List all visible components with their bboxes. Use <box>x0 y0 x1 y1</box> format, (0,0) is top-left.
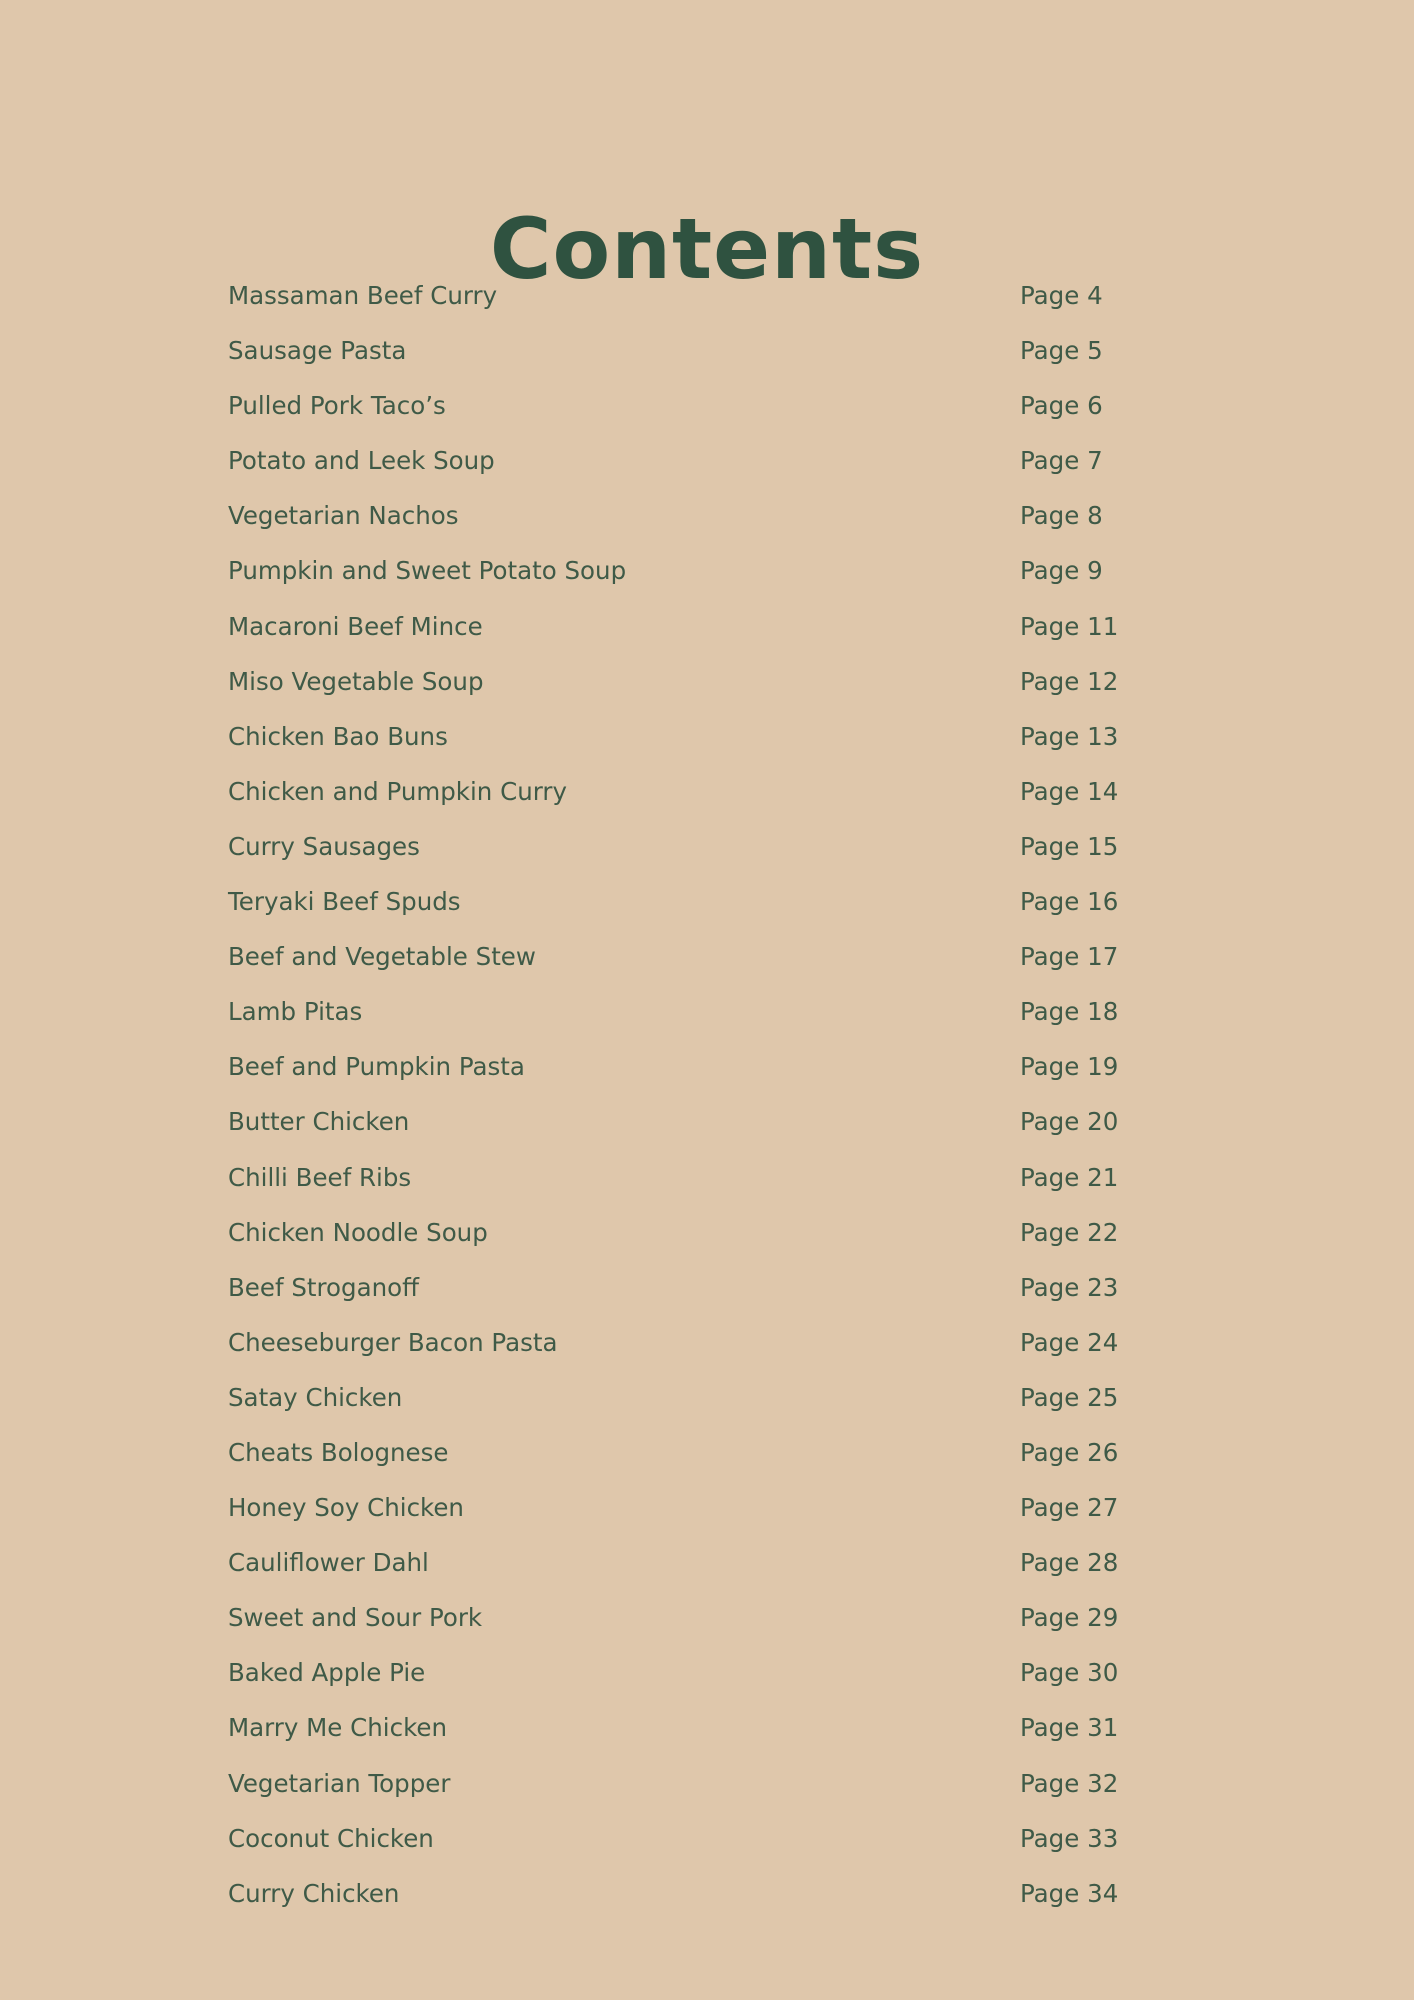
recipe-name: Cheats Bolognese <box>228 1437 449 1467</box>
recipe-name: Cheeseburger Bacon Pasta <box>228 1327 558 1357</box>
page-number: Page 7 <box>1020 446 1103 476</box>
page-number: Page 19 <box>1020 1052 1119 1082</box>
toc-entry <box>228 1486 1128 1541</box>
page-number: Page 5 <box>1020 336 1103 366</box>
recipe-name: Honey Soy Chicken <box>228 1493 464 1523</box>
page-number: Page 27 <box>1020 1493 1119 1523</box>
toc-entry <box>228 384 1128 439</box>
page-title: Contents <box>489 200 925 299</box>
toc-entry <box>228 1321 1128 1376</box>
toc-entry <box>228 1211 1128 1266</box>
toc-entry <box>228 1596 1128 1651</box>
toc-entry <box>228 1541 1128 1596</box>
toc-entry <box>228 1266 1128 1321</box>
recipe-name: Potato and Leek Soup <box>228 446 495 476</box>
page-number: Page 17 <box>1020 942 1119 972</box>
toc-entry <box>228 935 1128 990</box>
recipe-name: Cauliflower Dahl <box>228 1548 429 1578</box>
toc-entry <box>228 1156 1128 1211</box>
page-number: Page 14 <box>1020 776 1119 806</box>
page-number: Page 29 <box>1020 1603 1119 1633</box>
page-number: Page 18 <box>1020 997 1119 1027</box>
toc-entry <box>228 880 1128 935</box>
page-number: Page 15 <box>1020 831 1119 861</box>
toc-entry <box>228 439 1128 494</box>
page-number: Page 22 <box>1020 1217 1119 1247</box>
page-number: Page 4 <box>1020 281 1103 310</box>
recipe-name: Beef Stroganoff <box>228 1272 420 1302</box>
recipe-name: Chicken Noodle Soup <box>228 1217 488 1247</box>
toc-entry <box>228 660 1128 715</box>
recipe-name: Vegetarian Nachos <box>228 501 459 531</box>
recipe-name: Butter Chicken <box>228 1107 410 1137</box>
page-number: Page 24 <box>1020 1327 1119 1357</box>
recipe-name: Sweet and Sour Pork <box>228 1603 483 1633</box>
page-number: Page 9 <box>1020 556 1103 586</box>
page-number: Page 12 <box>1020 666 1119 696</box>
recipe-name: Pumpkin and Sweet Potato Soup <box>228 556 627 586</box>
toc-entry <box>228 1706 1128 1761</box>
recipe-name: Chilli Beef Ribs <box>228 1162 412 1192</box>
recipe-name: Satay Chicken <box>228 1382 403 1412</box>
recipe-name: Beef and Pumpkin Pasta <box>228 1052 525 1082</box>
page-number: Page 30 <box>1020 1658 1119 1688</box>
page-number: Page 6 <box>1020 391 1103 421</box>
toc-entry <box>228 274 1128 329</box>
page-number: Page 23 <box>1020 1272 1119 1302</box>
page-number: Page 31 <box>1020 1713 1119 1743</box>
recipe-name: Coconut Chicken <box>228 1823 434 1853</box>
recipe-name: Macaroni Beef Mince <box>228 611 483 641</box>
toc-entry <box>228 605 1128 660</box>
table-of-contents <box>228 274 1128 1927</box>
toc-entry <box>228 990 1128 1045</box>
recipe-name: Marry Me Chicken <box>228 1713 447 1743</box>
page-number: Page 32 <box>1020 1768 1119 1798</box>
page-number: Page 11 <box>1020 611 1119 641</box>
page-number: Page 13 <box>1020 721 1119 751</box>
page-number: Page 20 <box>1020 1107 1119 1137</box>
toc-entry <box>228 549 1128 604</box>
toc-entry <box>228 1651 1128 1706</box>
toc-entry <box>228 1872 1128 1927</box>
recipe-name: Chicken and Pumpkin Curry <box>228 776 567 806</box>
page-number: Page 8 <box>1020 501 1103 531</box>
recipe-name: Teryaki Beef Spuds <box>228 887 461 917</box>
page-number: Page 33 <box>1020 1823 1119 1853</box>
recipe-name: Curry Chicken <box>228 1878 400 1908</box>
toc-entry <box>228 329 1128 384</box>
page-number: Page 16 <box>1020 887 1119 917</box>
recipe-name: Curry Sausages <box>228 831 420 861</box>
recipe-name: Chicken Bao Buns <box>228 721 448 751</box>
toc-entry <box>228 1431 1128 1486</box>
toc-entry <box>228 1762 1128 1817</box>
recipe-name: Massaman Beef Curry <box>228 281 498 310</box>
page-number: Page 28 <box>1020 1548 1119 1578</box>
toc-entry <box>228 825 1128 880</box>
page-number: Page 26 <box>1020 1437 1119 1467</box>
toc-entry <box>228 1817 1128 1872</box>
toc-entry <box>228 1100 1128 1155</box>
toc-entry <box>228 715 1128 770</box>
recipe-name: Vegetarian Topper <box>228 1768 451 1798</box>
recipe-name: Beef and Vegetable Stew <box>228 942 536 972</box>
page-number: Page 25 <box>1020 1382 1119 1412</box>
toc-entry <box>228 1376 1128 1431</box>
recipe-name: Pulled Pork Taco’s <box>228 391 446 421</box>
recipe-name: Lamb Pitas <box>228 997 363 1027</box>
toc-entry <box>228 1045 1128 1100</box>
recipe-name: Baked Apple Pie <box>228 1658 426 1688</box>
recipe-name: Miso Vegetable Soup <box>228 666 484 696</box>
page-number: Page 21 <box>1020 1162 1119 1192</box>
toc-entry <box>228 494 1128 549</box>
toc-entry <box>228 770 1128 825</box>
page-number: Page 34 <box>1020 1878 1119 1908</box>
recipe-name: Sausage Pasta <box>228 336 407 366</box>
